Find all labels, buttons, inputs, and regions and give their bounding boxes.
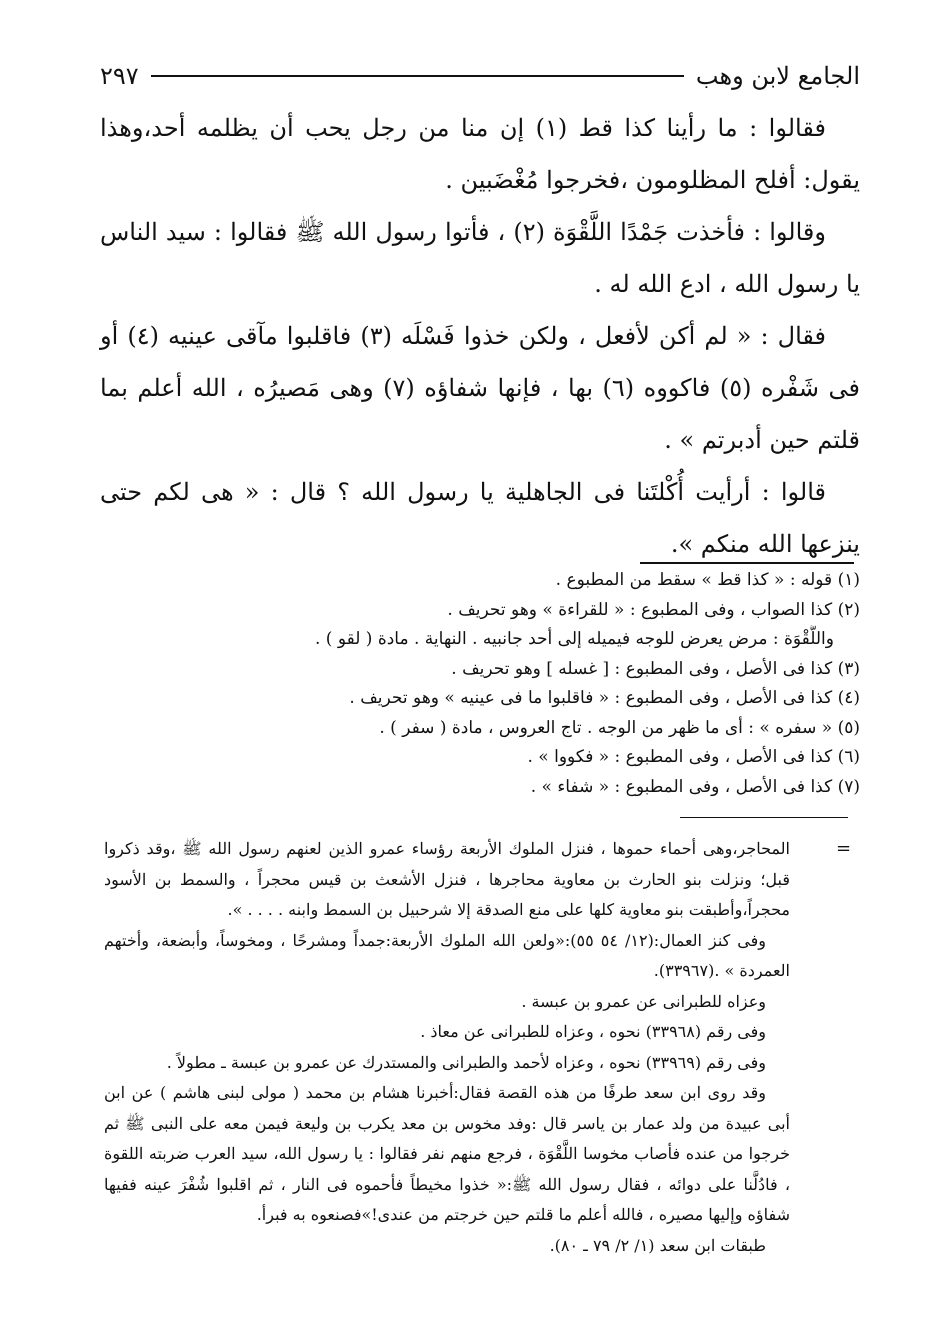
main-text bbox=[100, 102, 860, 570]
main-paragraph: وقالوا : فأخذت جَمْدًا اللَّقْوَة (٢) ، فأتوا رسول الله ﷺ فقالوا : سيد الناس يا رسول الله ، ادع الله له . bbox=[100, 218, 860, 298]
continued-paragraph: المحاجر،وهى أحماء حموها ، فنزل الملوك الأربعة رؤساء عمرو الذين لعنهم رسول الله ﷺ ،وقد ذكروا قبل؛ ونزلت بنو الحارث بن معاوية محاجرها ، فنزل الأشعث بن قيس محجراً ، والسمط بن الأسود محجراً،وأطبقت بنو معاوية كلها على منع الصدقة إلا شرحبيل بن السمط وابنه . . . . ». bbox=[104, 839, 790, 919]
continued-paragraph: وفى رقم (٣٣٩٦٩) نحوه ، وعزاه لأحمد والطبرانى والمستدرك عن عمرو بن عبسة ـ مطولاً . bbox=[166, 1052, 766, 1072]
main-paragraph: قالوا : أرأيت أُكْلتَنا فى الجاهلية يا رسول الله ؟ قال : « هى لكم حتى ينزعها الله منكم ». bbox=[100, 478, 860, 558]
continuation-marker: = bbox=[836, 838, 852, 859]
footnote: (١) قوله : « كذا قط » سقط من المطبوع . bbox=[555, 570, 860, 590]
footnotes bbox=[100, 566, 860, 802]
footnote: (٤) كذا فى الأصل ، وفى المطبوع : « فاقلبوا ما فى عينيه » وهو تحريف . bbox=[349, 688, 860, 708]
continued-paragraph: طبقات ابن سعد (١/ ٢/ ٧٩ ـ ٨٠). bbox=[549, 1235, 766, 1255]
continuation-separator bbox=[680, 817, 848, 818]
continued-paragraph: وفى كنز العمال:(١٢/ ٥٤ ٥٥):«ولعن الله الملوك الأربعة:جمداً ومشرحًا ، ومخوساً، وأبضعة، وأختهم العمردة » .(٣٣٩٦٧). bbox=[104, 930, 790, 980]
main-paragraph: فقال : « لم أكن لأفعل ، ولكن خذوا فَسْلَه (٣) فاقلبوا مآقى عينيه (٤) أو فى شَفْره (٥) فاكووه (٦) بها ، فإنها شفاؤه (٧) وهى مَصيرُه ، الله أعلم بما قلتم حين أدبرتم » . bbox=[100, 322, 860, 454]
continued-paragraph: وعزاه للطبرانى عن عمرو بن عبسة . bbox=[521, 991, 766, 1011]
footnote-continuation: واللَّقْوَة : مرض يعرض للوجه فيميله إلى أحد جانبيه . النهاية . مادة ( لقو ) . bbox=[314, 629, 834, 649]
header-rule bbox=[151, 75, 684, 77]
continued-paragraph: وفى رقم (٣٣٩٦٨) نحوه ، وعزاه للطبرانى عن معاذ . bbox=[420, 1022, 766, 1041]
footnote-separator bbox=[640, 562, 854, 564]
footnote: (٦) كذا فى الأصل ، وفى المطبوع : « فكووا » . bbox=[527, 747, 860, 767]
running-header bbox=[100, 56, 860, 96]
footnote: (٣) كذا فى الأصل ، وفى المطبوع : [ غسله ] وهو تحريف . bbox=[451, 658, 860, 679]
page-number: ٢٩٧ bbox=[100, 62, 139, 90]
book-title: الجامع لابن وهب bbox=[695, 62, 860, 90]
continued-footnote bbox=[104, 834, 790, 1261]
footnote: (٥) « سفره » : أى ما ظهر من الوجه . تاج العروس ، مادة ( سفر ) . bbox=[379, 717, 860, 738]
main-paragraph: فقالوا : ما رأينا كذا قط (١) إن منا من رجل يحب أن يظلمه أحد،وهذا يقول: أفلح المظلومون ،فخرجوا مُغْضَبين . bbox=[100, 114, 860, 194]
continued-paragraph: وقد روى ابن سعد طرفًا من هذه القصة فقال:أخبرنا هشام بن محمد ( مولى لبنى هاشم ) عن ابن أبى عبيدة من ولد عمار بن ياسر قال :وفد مخوس بن معد يكرب بن وليعة فيمن معه على النبى ﷺ ثم خرجوا من عنده فأصاب مخوسا اللَّقْوَة ، فرجع منهم نفر فقالوا : يا رسول الله، سيد العرب ضربته اللقوة ، فادُلَّنا على دوائه ، فقال رسول الله ﷺ:« خذوا مخيطاً فأحموه فى النار ، ثم اقلبوا شُفْرَ عينه ففيها شفاؤه وإليها مصيره ، فالله أعلم ما قلتم حين خرجتم من عندى!»فصنعوه به فبرأ. bbox=[104, 1083, 790, 1224]
footnote: (٢) كذا الصواب ، وفى المطبوع : « للقراءة » وهو تحريف . bbox=[447, 599, 860, 620]
footnote: (٧) كذا فى الأصل ، وفى المطبوع : « شفاء » . bbox=[530, 776, 860, 797]
